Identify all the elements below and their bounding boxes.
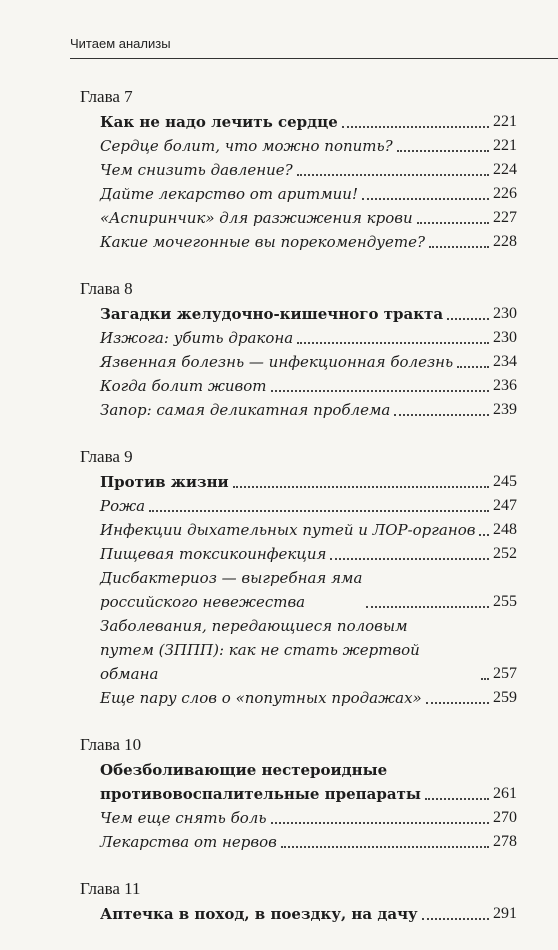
toc-page-number: 278 xyxy=(493,833,517,850)
dot-leader xyxy=(422,918,489,920)
dot-leader xyxy=(429,246,489,248)
dot-leader xyxy=(447,318,489,320)
toc-page-number: 230 xyxy=(493,305,517,322)
dot-leader xyxy=(149,510,489,512)
toc-entry[interactable] xyxy=(80,326,517,350)
dot-leader xyxy=(281,846,489,848)
dot-leader xyxy=(297,342,489,344)
toc-entry-title: Дайте лекарство от аритмии! xyxy=(100,185,358,203)
toc-entry[interactable] xyxy=(80,158,517,182)
chapter-section xyxy=(80,734,517,854)
toc-entry-title: Еще пару слов о «попутных продажах» xyxy=(100,689,422,707)
toc-entry[interactable] xyxy=(80,830,517,854)
toc-entry[interactable] xyxy=(80,566,517,614)
toc-entry-title: Чем снизить давление? xyxy=(100,161,293,179)
toc-entry[interactable] xyxy=(80,494,517,518)
toc-entry-title: Язвенная болезнь — инфекционная болезнь xyxy=(100,353,454,371)
toc-entry[interactable] xyxy=(80,518,517,542)
toc-page-number: 221 xyxy=(493,137,517,154)
toc-page-number: 261 xyxy=(493,785,517,802)
chapter-title: Глава 7 xyxy=(80,87,133,106)
toc-entry-title: Сердце болит, что можно попить? xyxy=(100,137,393,155)
chapter-title: Глава 9 xyxy=(80,447,133,466)
toc-entry[interactable] xyxy=(80,350,517,374)
toc-entry[interactable] xyxy=(80,614,517,686)
dot-leader xyxy=(417,222,489,224)
toc-entry-title: Пищевая токсикоинфекция xyxy=(100,545,327,563)
table-of-contents xyxy=(80,86,517,950)
toc-page-number: 257 xyxy=(493,665,517,682)
toc-entry[interactable] xyxy=(80,230,517,254)
toc-page-number: 248 xyxy=(493,521,517,538)
toc-entry[interactable] xyxy=(80,758,517,806)
toc-page-number: 224 xyxy=(493,161,517,178)
toc-entry-title: Инфекции дыхательных путей и ЛОР-органов xyxy=(100,521,476,539)
toc-entry[interactable] xyxy=(80,182,517,206)
dot-leader xyxy=(366,606,489,608)
toc-page-number: 226 xyxy=(493,185,517,202)
toc-entry-title: Заболевания, передающиеся половым путем (ЗППП): как не стать жертвой обмана xyxy=(100,617,420,683)
toc-page-number: 255 xyxy=(493,593,517,610)
toc-entry-title: Дисбактериоз — выгребная яма российского невежества xyxy=(100,569,363,611)
chapter-section xyxy=(80,878,517,926)
toc-entry-title: Против жизни xyxy=(100,473,229,491)
toc-entry[interactable] xyxy=(80,902,517,926)
chapter-title: Глава 8 xyxy=(80,279,133,298)
toc-page-number: 270 xyxy=(493,809,517,826)
dot-leader xyxy=(271,822,490,824)
toc-page-number: 245 xyxy=(493,473,517,490)
toc-page-number: 259 xyxy=(493,689,517,706)
toc-page-number: 252 xyxy=(493,545,517,562)
toc-page-number: 230 xyxy=(493,329,517,346)
chapter-title: Глава 10 xyxy=(80,735,142,754)
dot-leader xyxy=(397,150,489,152)
toc-entry-title: Обезболивающие нестероидные противовоспалительные препараты xyxy=(100,761,421,803)
toc-entry[interactable] xyxy=(80,686,517,710)
toc-entry-title: Запор: самая деликатная проблема xyxy=(100,401,391,419)
dot-leader xyxy=(233,486,489,488)
toc-entry-title: Изжога: убить дракона xyxy=(100,329,294,347)
toc-entry-title: «Аспиринчик» для разжижения крови xyxy=(100,209,413,227)
dot-leader xyxy=(426,702,489,704)
dot-leader xyxy=(394,414,489,416)
toc-entry[interactable] xyxy=(80,806,517,830)
toc-page-number: 247 xyxy=(493,497,517,514)
dot-leader xyxy=(481,678,489,680)
dot-leader xyxy=(457,366,489,368)
toc-entry[interactable] xyxy=(80,374,517,398)
toc-page-number: 227 xyxy=(493,209,517,226)
toc-entry[interactable] xyxy=(80,470,517,494)
chapter-section xyxy=(80,86,517,254)
toc-page-number: 221 xyxy=(493,113,517,130)
dot-leader xyxy=(342,126,489,128)
running-header: Читаем анализы xyxy=(70,36,171,51)
toc-entry[interactable] xyxy=(80,302,517,326)
dot-leader xyxy=(330,558,489,560)
toc-page-number: 291 xyxy=(493,905,517,922)
dot-leader xyxy=(297,174,489,176)
chapter-section xyxy=(80,446,517,710)
toc-entry-title: Как не надо лечить сердце xyxy=(100,113,338,131)
toc-entry-title: Какие мочегонные вы порекомендуете? xyxy=(100,233,426,251)
chapter-section xyxy=(80,278,517,422)
toc-entry-title: Когда болит живот xyxy=(100,377,267,395)
toc-entry-title: Рожа xyxy=(100,497,146,515)
toc-entry[interactable] xyxy=(80,110,517,134)
dot-leader xyxy=(479,534,489,536)
toc-page-number: 234 xyxy=(493,353,517,370)
toc-entry[interactable] xyxy=(80,206,517,230)
dot-leader xyxy=(425,798,489,800)
toc-entry-title: Чем еще снять боль xyxy=(100,809,267,827)
toc-page-number: 236 xyxy=(493,377,517,394)
toc-entry[interactable] xyxy=(80,542,517,566)
toc-entry-title: Лекарства от нервов xyxy=(100,833,277,851)
toc-page-number: 239 xyxy=(493,401,517,418)
toc-page-number: 228 xyxy=(493,233,517,250)
toc-entry[interactable] xyxy=(80,398,517,422)
chapter-title: Глава 11 xyxy=(80,879,141,898)
dot-leader xyxy=(271,390,489,392)
toc-entry-title: Аптечка в поход, в поездку, на дачу xyxy=(100,905,418,923)
header-rule xyxy=(70,58,558,59)
dot-leader xyxy=(362,198,489,200)
toc-entry-title: Загадки желудочно-кишечного тракта xyxy=(100,305,444,323)
toc-entry[interactable] xyxy=(80,134,517,158)
